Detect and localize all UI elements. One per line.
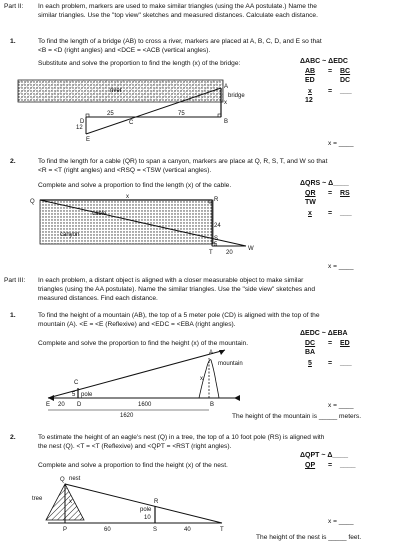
problem1-text-line1: To find the length of a bridge (AB) to cross a river, markers are placed at A, B, C, D, and E so that — [38, 38, 322, 45]
label-40: 40 — [184, 527, 191, 533]
label-x: x — [200, 376, 203, 382]
label-bridge: bridge — [228, 93, 245, 99]
problem1-ratio-bc: BC — [340, 68, 351, 75]
label-60: 60 — [104, 527, 111, 533]
problem1-figure — [18, 80, 245, 143]
label-e: E — [46, 402, 51, 408]
label-5: 5 — [214, 242, 218, 248]
problem1-text-line2: <B = <D (right angles) and <DCE = <ACB (vertical angles). — [38, 47, 211, 54]
label-10: 10 — [144, 515, 151, 521]
problem1-ratio-x: x — [308, 88, 312, 95]
label-p: P — [63, 527, 68, 533]
label-nest: nest — [69, 476, 81, 482]
part3-intro-line1: In each problem, a distant object is aligned with a closer measurable object to make similar — [38, 277, 304, 284]
problem4-equals-1: = — [328, 462, 333, 469]
part3-intro-line3: measured distances. Find each distance. — [38, 295, 158, 302]
label-t: T — [209, 250, 213, 256]
label-20: 20 — [58, 402, 65, 408]
problem1-number: 1. — [10, 38, 16, 45]
problem2-number: 2. — [10, 158, 16, 165]
label-x: x — [224, 100, 227, 106]
problem3-ratio-dc: DC — [305, 340, 316, 347]
label-pole: pole — [81, 392, 93, 398]
problem2-text-line1: To find the length for a cable (QR) to span a canyon, markers are place at Q, R, S, T, and W so that — [38, 158, 328, 165]
problem2-figure — [30, 194, 254, 256]
problem1-similar-triangles: ΔABC ~ ΔEDC — [300, 58, 348, 65]
problem3-ratio-ed: ED — [340, 340, 350, 347]
label-q: Q — [60, 477, 65, 483]
problem4-similar-triangles: ΔQPT ~ Δ____ — [300, 452, 349, 459]
sightline-ea — [48, 350, 225, 398]
label-24: 24 — [214, 223, 221, 229]
label-25: 25 — [107, 111, 114, 117]
problem4-ratio-qp: QP — [305, 462, 316, 469]
problem3-equals-1: = — [328, 340, 333, 347]
problem4-instruction: Complete and solve a proportion to find the height (x) of the nest. — [38, 462, 228, 469]
label-c: C — [74, 380, 79, 386]
problem4-number: 2. — [10, 434, 16, 441]
problem4-text-line1: To estimate the height of an eagle's nest (Q) in a tree, the top of a 10 foot pole (RS) is aligned with — [38, 434, 325, 441]
label-t: T — [220, 527, 224, 533]
problem3-number: 1. — [10, 312, 16, 319]
label-b: B — [224, 119, 229, 125]
problem2-instruction: Complete and solve a proportion to find the length (x) of the cable. — [38, 182, 232, 189]
label-q: Q — [30, 199, 35, 205]
problem2-equals-2: = — [328, 210, 333, 217]
label-river: river — [110, 88, 122, 94]
label-cable: cable — [92, 211, 107, 217]
label-s: S — [214, 236, 219, 242]
problem3-answer: x = ____ — [328, 402, 354, 409]
part3-label: Part III: — [4, 277, 26, 284]
problem4-figure — [32, 476, 224, 533]
sightline-arrow — [219, 350, 225, 355]
label-12: 12 — [76, 125, 83, 131]
label-b: B — [210, 402, 215, 408]
part2-label: Part II: — [4, 3, 24, 10]
problem2-similar-triangles: ΔQRS ~ Δ____ — [300, 180, 349, 187]
label-w: W — [248, 246, 254, 252]
label-75: 75 — [178, 111, 185, 117]
problem1-equals-1: = — [328, 68, 333, 75]
label-a: A — [224, 84, 229, 90]
label-e: E — [86, 137, 91, 143]
problem1-ratio-12: 12 — [305, 97, 313, 104]
problem1-instruction: Substitute and solve the proportion to find the length (x) of the bridge: — [38, 60, 241, 67]
problem3-ratio-5: 5 — [308, 360, 312, 367]
label-d: D — [77, 402, 82, 408]
problem2-ratio-qr: QR — [305, 190, 316, 197]
problem2-ratio-x: x — [308, 210, 312, 217]
problem3-text-line1: To find the height of a mountain (AB), the top of a 5 meter pole (CD) is aligned with the top of the — [38, 312, 320, 319]
problem3-similar-triangles: ΔEDC ~ ΔEBA — [300, 330, 348, 337]
problem2-equals-1: = — [328, 190, 333, 197]
problem2-answer: x = ____ — [328, 263, 354, 270]
label-a: A — [209, 350, 214, 356]
label-1620: 1620 — [120, 413, 134, 419]
problem1-ratio-ed: ED — [305, 77, 315, 84]
label-canyon: canyon — [60, 232, 80, 238]
ground-arrow-right — [234, 395, 240, 401]
problem1-answer: x = ____ — [328, 140, 354, 147]
problem3-result-sentence: The height of the mountain is _____ meters. — [232, 413, 362, 420]
problem3-blank-num: ___ — [340, 360, 352, 367]
problem1-ratio-dc: DC — [340, 77, 351, 84]
label-20: 20 — [226, 250, 233, 256]
problem4-text-line2: the nest (Q). <T = <T (Reflexive) and <QPT = <RST (right angles). — [38, 443, 232, 450]
problem4-result-sentence: The height of the nest is _____ feet. — [256, 534, 362, 541]
label-tree: tree — [32, 496, 43, 502]
label-c: C — [129, 120, 134, 126]
label-x: x — [69, 499, 72, 505]
label-5: 5 — [72, 392, 76, 398]
problem4-blank-1: ____ — [340, 462, 356, 469]
part2-intro-line2: similar triangles. Use the "top view" sketches and measured distances. Calculate each distance. — [38, 12, 318, 19]
label-r: R — [154, 499, 159, 505]
problem3-instruction: Complete and solve the proportion to find the height (x) of the mountain. — [38, 340, 249, 347]
label-x: x — [126, 194, 129, 200]
problem2-ratio-tw: TW — [305, 199, 316, 206]
problem2-text-line2: <R = <T (right angles) and <RSQ = <TSW (vertical angles). — [38, 167, 212, 174]
problem3-equals-2: = — [328, 360, 333, 367]
problem3-text-line2: mountain (A). <E = <E (Reflexive) and <EDC = <EBA (right angles). — [38, 321, 236, 328]
label-s: S — [153, 527, 158, 533]
label-r: R — [214, 197, 219, 203]
problem3-figure — [46, 350, 243, 419]
label-mountain: mountain — [218, 361, 243, 367]
problem4-answer: x = ____ — [328, 518, 354, 525]
label-d: D — [80, 119, 85, 125]
part2-intro-line1: In each problem, markers are used to make similar triangles (using the AA postulate.) Name the — [38, 3, 317, 10]
problem1-ratio-ab: AB — [305, 68, 316, 75]
label-1600: 1600 — [138, 402, 152, 408]
problem2-ratio-rs: RS — [340, 190, 350, 197]
problem2-blank-num: ___ — [340, 210, 352, 217]
problem3-ratio-ba: BA — [305, 349, 316, 356]
problem1-blank-num: ___ — [340, 88, 352, 95]
part3-intro-line2: triangles (using the AA postulate). Name the similar triangles. Use the "side view" sketches and — [38, 286, 315, 293]
label-pole: pole — [140, 507, 152, 513]
problem1-equals-2: = — [328, 88, 333, 95]
